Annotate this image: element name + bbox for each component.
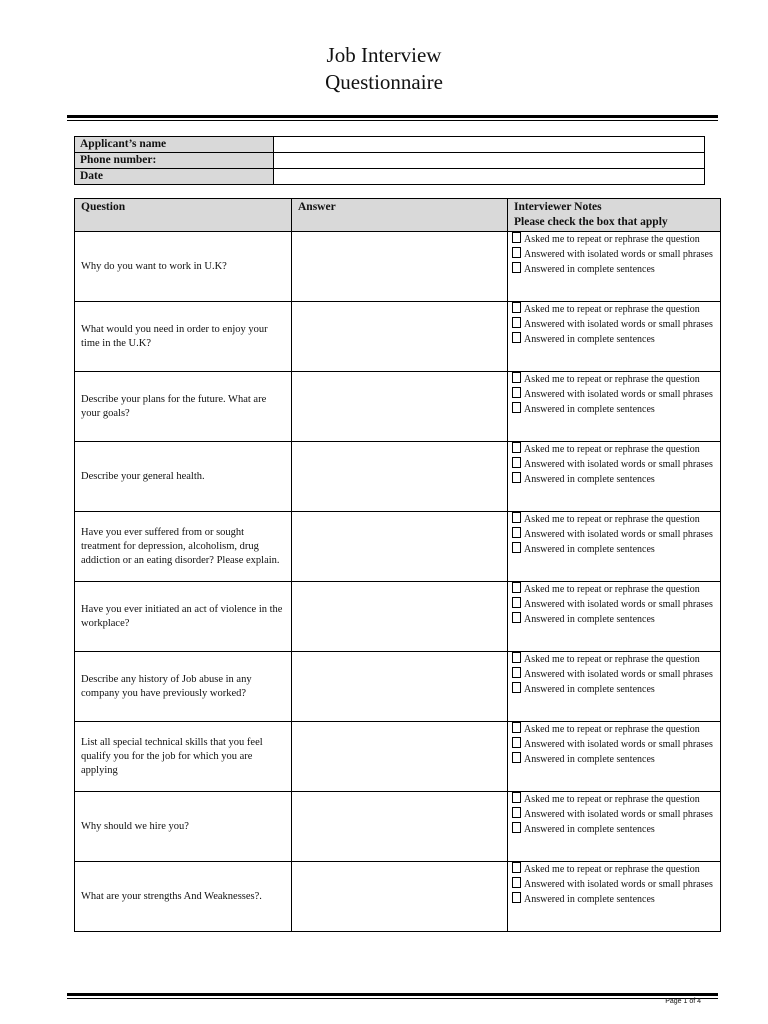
checkbox-icon[interactable] xyxy=(512,317,521,328)
applicant-name-field[interactable] xyxy=(274,137,705,153)
checkbox-icon[interactable] xyxy=(512,652,521,663)
notes-option[interactable] xyxy=(512,472,716,487)
phone-number-label: Phone number: xyxy=(75,153,274,169)
notes-option-label: Answered in complete sentences xyxy=(524,614,655,625)
notes-option[interactable] xyxy=(512,457,716,472)
notes-option[interactable] xyxy=(512,807,716,822)
checkbox-icon[interactable] xyxy=(512,682,521,693)
checkbox-icon[interactable] xyxy=(512,792,521,803)
table-row xyxy=(75,652,721,722)
notes-option[interactable] xyxy=(512,667,716,682)
notes-option-label: Answered with isolated words or small phrases xyxy=(524,669,713,680)
notes-option-label: Asked me to repeat or rephrase the question xyxy=(524,374,700,385)
checkbox-icon[interactable] xyxy=(512,612,521,623)
document-title xyxy=(0,42,768,96)
answer-field[interactable] xyxy=(292,862,508,932)
top-rule-thin xyxy=(67,120,718,121)
notes-option[interactable] xyxy=(512,582,716,597)
interviewer-notes xyxy=(508,302,721,372)
notes-option[interactable] xyxy=(512,332,716,347)
notes-option[interactable] xyxy=(512,752,716,767)
notes-option-label: Asked me to repeat or rephrase the question xyxy=(524,864,700,875)
checkbox-icon[interactable] xyxy=(512,302,521,313)
notes-option[interactable] xyxy=(512,527,716,542)
question-text: Have you ever initiated an act of violence in the workplace? xyxy=(75,582,292,652)
checkbox-icon[interactable] xyxy=(512,752,521,763)
notes-option[interactable] xyxy=(512,512,716,527)
notes-option[interactable] xyxy=(512,262,716,277)
notes-option[interactable] xyxy=(512,862,716,877)
date-label: Date xyxy=(75,169,274,185)
applicant-info-table xyxy=(74,136,705,185)
table-row xyxy=(75,232,721,302)
notes-option[interactable] xyxy=(512,612,716,627)
answer-field[interactable] xyxy=(292,232,508,302)
checkbox-icon[interactable] xyxy=(512,372,521,383)
question-text: Why do you want to work in U.K? xyxy=(75,232,292,302)
title-line-1: Job Interview xyxy=(326,43,442,67)
phone-number-field[interactable] xyxy=(274,153,705,169)
notes-option[interactable] xyxy=(512,792,716,807)
notes-option-label: Answered in complete sentences xyxy=(524,334,655,345)
interviewer-notes xyxy=(508,512,721,582)
answer-field[interactable] xyxy=(292,722,508,792)
notes-option-label: Asked me to repeat or rephrase the question xyxy=(524,584,700,595)
notes-option-label: Answered with isolated words or small phrases xyxy=(524,599,713,610)
notes-option-label: Answered in complete sentences xyxy=(524,684,655,695)
table-row xyxy=(75,582,721,652)
title-line-2: Questionnaire xyxy=(325,70,443,94)
notes-option[interactable] xyxy=(512,387,716,402)
notes-option[interactable] xyxy=(512,317,716,332)
interviewer-notes xyxy=(508,722,721,792)
checkbox-icon[interactable] xyxy=(512,387,521,398)
notes-option-label: Answered in complete sentences xyxy=(524,264,655,275)
bottom-rule-thick xyxy=(67,993,718,996)
checkbox-icon[interactable] xyxy=(512,807,521,818)
checkbox-icon[interactable] xyxy=(512,667,521,678)
answer-header: Answer xyxy=(292,199,508,232)
checkbox-icon[interactable] xyxy=(512,512,521,523)
notes-option[interactable] xyxy=(512,737,716,752)
checkbox-icon[interactable] xyxy=(512,582,521,593)
checkbox-icon[interactable] xyxy=(512,822,521,833)
notes-option-label: Answered with isolated words or small phrases xyxy=(524,529,713,540)
notes-option[interactable] xyxy=(512,722,716,737)
interviewer-notes xyxy=(508,442,721,512)
checkbox-icon[interactable] xyxy=(512,722,521,733)
question-text: What are your strengths And Weaknesses?. xyxy=(75,862,292,932)
page-number: Page 1 of 4 xyxy=(665,998,701,1005)
notes-option[interactable] xyxy=(512,652,716,667)
checkbox-icon[interactable] xyxy=(512,232,521,243)
notes-option[interactable] xyxy=(512,232,716,247)
notes-option-label: Answered in complete sentences xyxy=(524,894,655,905)
table-row xyxy=(75,302,721,372)
notes-option-label: Asked me to repeat or rephrase the question xyxy=(524,444,700,455)
answer-field[interactable] xyxy=(292,302,508,372)
answer-field[interactable] xyxy=(292,792,508,862)
interviewer-notes xyxy=(508,232,721,302)
checkbox-icon[interactable] xyxy=(512,247,521,258)
question-header: Question xyxy=(75,199,292,232)
checkbox-icon[interactable] xyxy=(512,402,521,413)
notes-option-label: Answered in complete sentences xyxy=(524,824,655,835)
answer-field[interactable] xyxy=(292,442,508,512)
checkbox-icon[interactable] xyxy=(512,862,521,873)
notes-option-label: Answered with isolated words or small phrases xyxy=(524,739,713,750)
answer-field[interactable] xyxy=(292,512,508,582)
applicant-row-date xyxy=(75,169,705,185)
notes-option-label: Answered with isolated words or small phrases xyxy=(524,809,713,820)
notes-option-label: Answered in complete sentences xyxy=(524,404,655,415)
checkbox-icon[interactable] xyxy=(512,262,521,273)
notes-option-label: Answered with isolated words or small phrases xyxy=(524,879,713,890)
checkbox-icon[interactable] xyxy=(512,892,521,903)
question-text: Have you ever suffered from or sought treatment for depression, alcoholism, drug addiction or an eating disorder? Please explain. xyxy=(75,512,292,582)
interviewer-notes xyxy=(508,792,721,862)
notes-option[interactable] xyxy=(512,247,716,262)
question-text: Describe any history of Job abuse in any company you have previously worked? xyxy=(75,652,292,722)
answer-field[interactable] xyxy=(292,372,508,442)
notes-option[interactable] xyxy=(512,442,716,457)
checkbox-icon[interactable] xyxy=(512,597,521,608)
checkbox-icon[interactable] xyxy=(512,877,521,888)
notes-option[interactable] xyxy=(512,822,716,837)
checkbox-icon[interactable] xyxy=(512,332,521,343)
question-text: List all special technical skills that you feel qualify you for the job for which you are applying xyxy=(75,722,292,792)
interviewer-notes xyxy=(508,652,721,722)
notes-option-label: Answered with isolated words or small phrases xyxy=(524,389,713,400)
table-row xyxy=(75,372,721,442)
answer-field[interactable] xyxy=(292,582,508,652)
table-row xyxy=(75,722,721,792)
table-row xyxy=(75,442,721,512)
table-row xyxy=(75,862,721,932)
notes-option-label: Asked me to repeat or rephrase the question xyxy=(524,654,700,665)
notes-option[interactable] xyxy=(512,597,716,612)
bottom-rule-thin xyxy=(67,998,718,999)
notes-option[interactable] xyxy=(512,402,716,417)
questionnaire-header-row xyxy=(75,199,721,232)
notes-option-label: Answered in complete sentences xyxy=(524,474,655,485)
notes-option-label: Answered with isolated words or small phrases xyxy=(524,319,713,330)
checkbox-icon[interactable] xyxy=(512,737,521,748)
applicant-row-phone xyxy=(75,153,705,169)
notes-option[interactable] xyxy=(512,682,716,697)
question-text: Why should we hire you? xyxy=(75,792,292,862)
questionnaire-table xyxy=(74,198,721,932)
notes-option[interactable] xyxy=(512,302,716,317)
notes-option-label: Answered in complete sentences xyxy=(524,754,655,765)
interviewer-notes xyxy=(508,582,721,652)
answer-field[interactable] xyxy=(292,652,508,722)
notes-option-label: Asked me to repeat or rephrase the question xyxy=(524,234,700,245)
notes-option-label: Answered in complete sentences xyxy=(524,544,655,555)
table-row xyxy=(75,512,721,582)
date-field[interactable] xyxy=(274,169,705,185)
notes-option[interactable] xyxy=(512,542,716,557)
notes-option[interactable] xyxy=(512,877,716,892)
notes-option-label: Asked me to repeat or rephrase the question xyxy=(524,304,700,315)
notes-option-label: Answered with isolated words or small phrases xyxy=(524,459,713,470)
applicant-name-label: Applicant’s name xyxy=(75,137,274,153)
notes-option-label: Answered with isolated words or small phrases xyxy=(524,249,713,260)
interviewer-notes xyxy=(508,372,721,442)
notes-option-label: Asked me to repeat or rephrase the question xyxy=(524,514,700,525)
checkbox-icon[interactable] xyxy=(512,472,521,483)
checkbox-icon[interactable] xyxy=(512,457,521,468)
notes-option[interactable] xyxy=(512,372,716,387)
checkbox-icon[interactable] xyxy=(512,527,521,538)
notes-header-line-1: Interviewer Notes xyxy=(514,201,602,213)
notes-header-line-2: Please check the box that apply xyxy=(514,216,668,228)
table-row xyxy=(75,792,721,862)
notes-option-label: Asked me to repeat or rephrase the question xyxy=(524,794,700,805)
notes-option-label: Asked me to repeat or rephrase the question xyxy=(524,724,700,735)
applicant-row-name xyxy=(75,137,705,153)
checkbox-icon[interactable] xyxy=(512,542,521,553)
interviewer-notes xyxy=(508,862,721,932)
checkbox-icon[interactable] xyxy=(512,442,521,453)
notes-option[interactable] xyxy=(512,892,716,907)
question-text: What would you need in order to enjoy your time in the U.K? xyxy=(75,302,292,372)
question-text: Describe your general health. xyxy=(75,442,292,512)
top-rule-thick xyxy=(67,115,718,118)
question-text: Describe your plans for the future. What are your goals? xyxy=(75,372,292,442)
notes-header xyxy=(508,199,721,232)
